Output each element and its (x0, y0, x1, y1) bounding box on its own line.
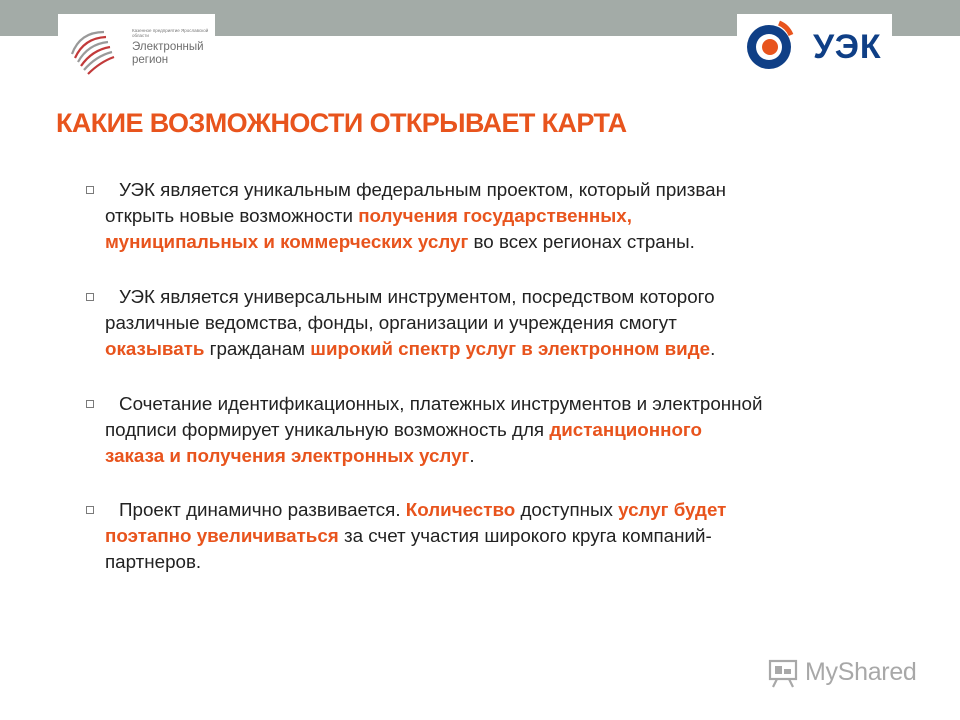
region-logo-small-text: Казенное предприятие Ярославской области (132, 28, 209, 38)
electronic-region-logo (58, 14, 215, 84)
bullet-text: УЭК является универсальным инструментом, посредством которого (119, 286, 715, 307)
region-logo-line1: Электронный (132, 41, 204, 53)
bullet-square-icon (86, 186, 94, 194)
bullet-text: муниципальных и коммерческих услуг во всех регионах страны. (105, 231, 695, 252)
uek-emblem-icon (739, 17, 803, 75)
bullet-square-icon (86, 400, 94, 408)
region-map-icon (66, 24, 126, 76)
bullet-square-icon (86, 293, 94, 301)
region-logo-line2: регион (132, 54, 169, 66)
watermark-text: MyShared (805, 658, 917, 686)
uek-logo (737, 14, 892, 78)
bullet-text: УЭК является уникальным федеральным проектом, который призван (119, 179, 726, 200)
bullet-text: Сочетание идентификационных, платежных инструментов и электронной (119, 393, 763, 414)
bullet-text: различные ведомства, фонды, организации и учреждения смогут (105, 312, 677, 333)
bullet-text: Проект динамично развивается. Количество доступных услуг будет (119, 499, 727, 520)
slide-title: КАКИЕ ВОЗМОЖНОСТИ ОТКРЫВАЕТ КАРТА (56, 108, 627, 138)
bullet-text: оказывать гражданам широкий спектр услуг в электронном виде. (105, 338, 716, 359)
bullet-text: заказа и получения электронных услуг. (105, 445, 475, 466)
bullet-item (86, 284, 866, 362)
bullet-text: партнеров. (105, 551, 202, 572)
bullet-square-icon (86, 506, 94, 514)
uek-logo-text: УЭК (813, 28, 882, 66)
bullet-item (86, 497, 866, 575)
bullet-text: открыть новые возможности получения государственных, (105, 205, 632, 226)
presentation-screen-icon (767, 657, 799, 689)
bullet-text: поэтапно увеличиваться за счет участия широкого круга компаний- (105, 525, 712, 546)
bullet-text: подписи формирует уникальную возможность для дистанционного (105, 419, 702, 440)
bullet-item (86, 391, 866, 469)
bullet-item (86, 177, 866, 255)
